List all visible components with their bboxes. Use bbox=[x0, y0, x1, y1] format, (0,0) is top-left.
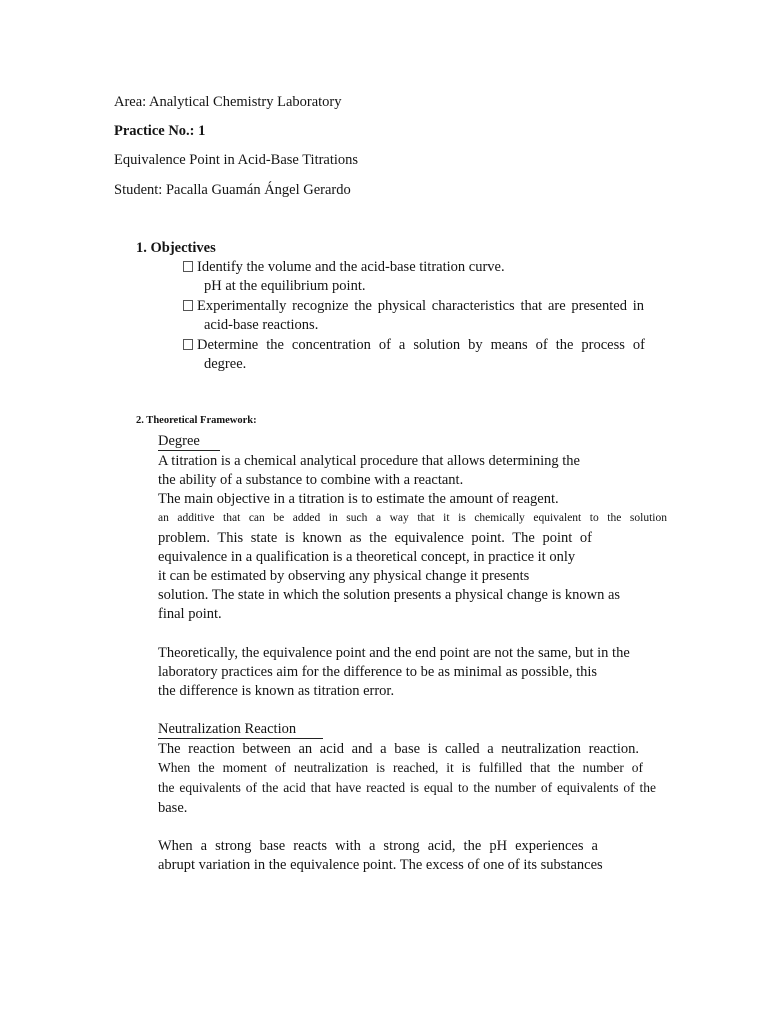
missing-glyph-bullet-icon bbox=[183, 261, 193, 272]
degree-line-8: solution. The state in which the solution presents a physical change is known as bbox=[158, 587, 621, 603]
neutralization-heading bbox=[158, 720, 323, 739]
objectives-heading: 1. Objectives bbox=[136, 240, 216, 256]
objective-2-line1: Experimentally recognize the physical characteristics that are presented in bbox=[197, 298, 644, 314]
objective-item-2 bbox=[183, 297, 644, 315]
objective-2-line2: acid-base reactions. bbox=[204, 317, 319, 333]
degree-para2-line-2: laboratory practices aim for the difference to be as minimal as possible, this bbox=[158, 664, 598, 680]
neutralization-line-2: When the moment of neutralization is reached, it is fulfilled that the number of bbox=[158, 760, 643, 775]
missing-glyph-bullet-icon bbox=[183, 300, 193, 311]
degree-line-4: an additive that can be added in such a way that it is chemically equivalent to the solution bbox=[158, 512, 667, 524]
objective-1-line1: Identify the volume and the acid-base titration curve. bbox=[197, 259, 505, 275]
degree-para2-line-3: the difference is known as titration error. bbox=[158, 683, 395, 699]
objective-3-line1: Determine the concentration of a solution by means of the process of bbox=[197, 337, 645, 353]
degree-para2-line-1: Theoretically, the equivalence point and the end point are not the same, but in the bbox=[158, 645, 630, 661]
degree-heading-text: Degree bbox=[158, 432, 220, 451]
objective-1-line2: pH at the equilibrium point. bbox=[204, 278, 366, 294]
area-line: Area: Analytical Chemistry Laboratory bbox=[114, 94, 342, 110]
degree-line-7: it can be estimated by observing any physical change it presents bbox=[158, 568, 530, 584]
objective-3-line2: degree. bbox=[204, 356, 247, 372]
student-line: Student: Pacalla Guamán Ángel Gerardo bbox=[114, 182, 351, 198]
practice-number: Practice No.: 1 bbox=[114, 123, 206, 139]
missing-glyph-bullet-icon bbox=[183, 339, 193, 350]
degree-line-3: The main objective in a titration is to estimate the amount of reagent. bbox=[158, 491, 559, 507]
objective-item-3 bbox=[183, 336, 645, 354]
neutralization-para2-line-2: abrupt variation in the equivalence point. The excess of one of its substances bbox=[158, 857, 603, 873]
framework-heading: 2. Theoretical Framework: bbox=[136, 415, 257, 426]
objective-item-1 bbox=[183, 258, 505, 276]
practice-title: Equivalence Point in Acid-Base Titrations bbox=[114, 152, 359, 168]
neutralization-heading-text: Neutralization Reaction bbox=[158, 720, 323, 739]
neutralization-line-1: The reaction between an acid and a base is called a neutralization reaction. bbox=[158, 741, 639, 757]
degree-line-9: final point. bbox=[158, 606, 222, 622]
degree-line-1: A titration is a chemical analytical procedure that allows determining the bbox=[158, 453, 580, 469]
neutralization-line-3: the equivalents of the acid that have reacted is equal to the number of equivalents of the bbox=[158, 780, 656, 795]
degree-heading bbox=[158, 432, 220, 451]
neutralization-para2-line-1: When a strong base reacts with a strong acid, the pH experiences a bbox=[158, 838, 598, 854]
degree-line-6: equivalence in a qualification is a theoretical concept, in practice it only bbox=[158, 549, 576, 565]
degree-line-2: the ability of a substance to combine with a reactant. bbox=[158, 472, 464, 488]
neutralization-line-4: base. bbox=[158, 800, 188, 816]
degree-line-5: problem. This state is known as the equivalence point. The point of bbox=[158, 530, 592, 546]
